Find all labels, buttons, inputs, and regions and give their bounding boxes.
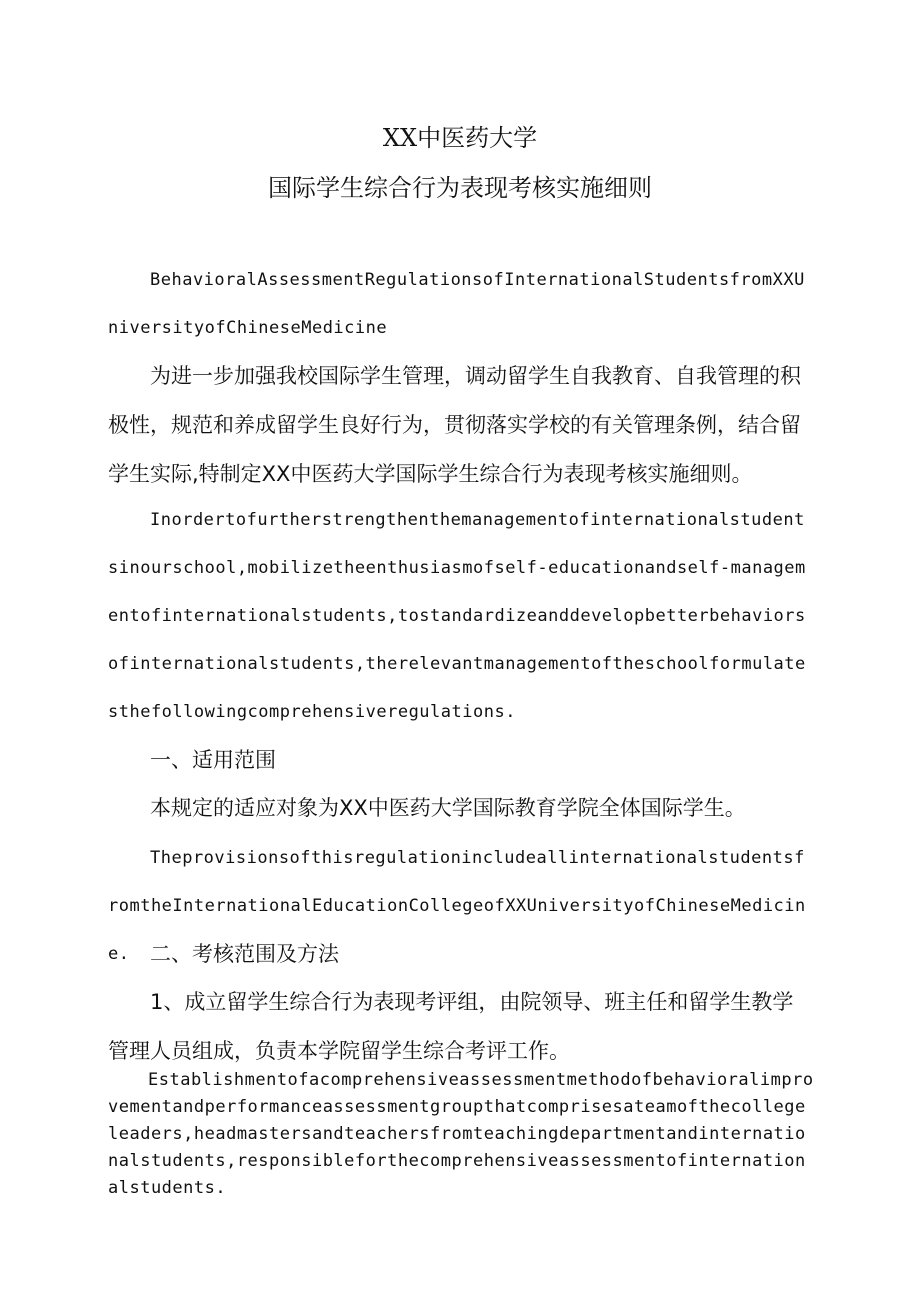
- section-heading-assessment: 二、考核范围及方法: [150, 942, 339, 966]
- scope-paragraph-zh: 本规定的适应对象为XX中医药大学国际教育学院全体国际学生。: [150, 796, 746, 820]
- intro-paragraph-en: Inordertofurtherstrengthenthemanagementofinternationalstudentsinourschool,mobilizetheenthusiasmofself-educationandself-managementofinternationalstudents,tostandardizeanddevelopbetterbehaviorsofinternationalstudents,therelevantmanagementoftheschoolformulatesthefollowingcomprehensiveregulations.: [108, 510, 806, 722]
- english-title-paragraph: BehavioralAssessmentRegulationsofInternationalStudentsfromXXUniversityofChineseMedicine: [108, 270, 805, 338]
- scope-paragraph-en: TheprovisionsofthisregulationincludeallinternationalstudentsfromtheInternationalEducationCollegeofXXUniversityofChineseMedicine.: [108, 848, 806, 964]
- section-heading-scope: 一、适用范围: [150, 748, 276, 772]
- document-title-university: XX中医药大学: [382, 124, 538, 152]
- document-title-regulation: 国际学生综合行为表现考核实施细则: [268, 174, 652, 202]
- intro-paragraph-zh: 为进一步加强我校国际学生管理，调动留学生自我教育、自我管理的积极性，规范和养成留学生良好行为，贯彻落实学校的有关管理条例，结合留学生实际,特制定XX中医药大学国际学生综合行为表现考核实施细则。: [108, 364, 801, 486]
- item1-paragraph-zh: 1、成立留学生综合行为表现考评组，由院领导、班主任和留学生教学管理人员组成，负责本学院留学生综合考评工作。: [108, 990, 794, 1063]
- item1-paragraph-en: Establishmentofacomprehensiveassessmentmethodofbehavioralimprovementandperformanceassessmentgroupthatcomprisesateamofthecollegeleaders,headmastersandteachersfromteachingdepartmentandinternationalstudents,responsibleforthecomprehensiveassessmentofinternationalstudents.: [108, 1070, 814, 1198]
